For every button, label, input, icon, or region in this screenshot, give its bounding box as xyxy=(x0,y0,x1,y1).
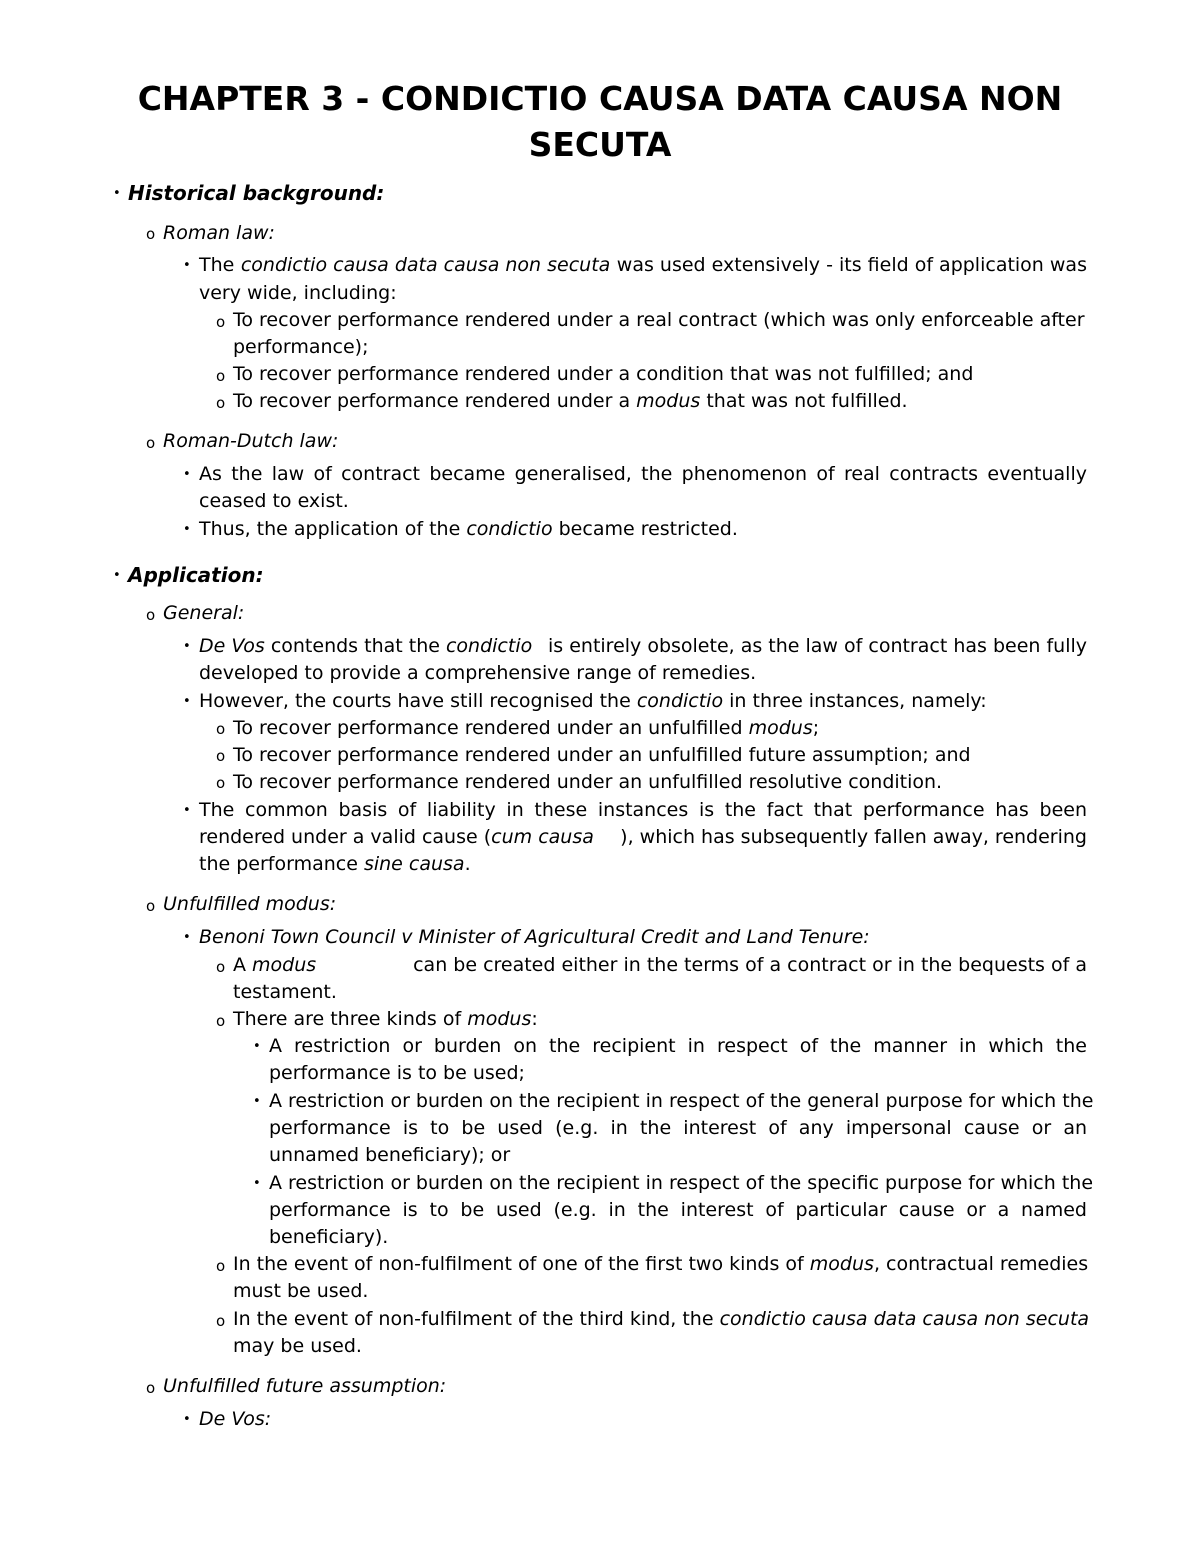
chapter-title-line-2: SECUTA xyxy=(528,125,672,164)
paragraph-line: De Vos contends that the condictio is entirely obsolete, as the law of contract has been fully xyxy=(199,635,1087,657)
author-de-vos: De Vos: xyxy=(199,1408,272,1430)
paragraph-line: The condictio causa data causa non secuta was used extensively - its field of application was xyxy=(199,254,1087,276)
paragraph-line: testament. xyxy=(233,981,337,1003)
bullet-circle: o xyxy=(146,606,156,624)
paragraph-line: To recover performance rendered under an unfulfilled modus; xyxy=(233,717,820,739)
subheading-general: General: xyxy=(163,602,245,624)
bullet-dot: • xyxy=(183,694,191,709)
subheading-roman-law: Roman law: xyxy=(163,222,275,244)
paragraph-line: To recover performance rendered under a condition that was not fulfilled; and xyxy=(233,363,974,385)
case-citation: Benoni Town Council v Minister of Agricultural Credit and Land Tenure: xyxy=(199,926,870,948)
bullet-dot: • xyxy=(183,803,191,818)
bullet-dot: • xyxy=(113,568,121,583)
paragraph-line: A restriction or burden on the recipient in respect of the specific purpose for which the xyxy=(269,1172,1094,1194)
bullet-circle: o xyxy=(146,1379,156,1397)
section-heading-historical: Historical background: xyxy=(128,181,385,205)
bullet-circle: o xyxy=(146,434,156,452)
subheading-roman-dutch-law: Roman-Dutch law: xyxy=(163,430,339,452)
paragraph-line: A restriction or burden on the recipient in respect of the general purpose for which the xyxy=(269,1090,1094,1112)
bullet-dot: • xyxy=(183,1412,191,1427)
paragraph-line: To recover performance rendered under a real contract (which was only enforceable after xyxy=(233,309,1085,331)
bullet-circle: o xyxy=(146,225,156,243)
paragraph-line: To recover performance rendered under an unfulfilled future assumption; and xyxy=(233,744,971,766)
paragraph-line: must be used. xyxy=(233,1280,369,1302)
paragraph-line: performance is to be used (e.g. in the interest of particular cause or a named xyxy=(269,1199,1087,1221)
bullet-dot: • xyxy=(113,186,121,201)
paragraph-line: very wide, including: xyxy=(199,282,397,304)
paragraph-line: developed to provide a comprehensive range of remedies. xyxy=(199,662,757,684)
chapter-title-line-1: CHAPTER 3 - CONDICTIO CAUSA DATA CAUSA NON xyxy=(137,79,1063,118)
paragraph-line: performance is to be used; xyxy=(269,1062,525,1084)
bullet-circle: o xyxy=(216,720,226,738)
paragraph-line: beneficiary). xyxy=(269,1226,389,1248)
paragraph-line: A modus can be created either in the terms of a contract or in the bequests of a xyxy=(233,954,1087,976)
paragraph-line: performance); xyxy=(233,336,369,358)
paragraph-line: rendered under a valid cause (cum causa ), which has subsequently fallen away, rendering xyxy=(199,826,1087,848)
bullet-circle: o xyxy=(216,958,226,976)
paragraph-line: In the event of non-fulfilment of one of the first two kinds of modus , contractual remedies xyxy=(233,1253,1089,1275)
subheading-unfulfilled-modus: Unfulfilled modus: xyxy=(163,893,337,915)
paragraph-line: Thus, the application of the condictio became restricted. xyxy=(199,518,738,540)
bullet-circle: o xyxy=(216,394,226,412)
bullet-dot: • xyxy=(183,258,191,273)
paragraph-line: unnamed beneficiary); or xyxy=(269,1144,511,1166)
bullet-dot: • xyxy=(253,1039,261,1054)
paragraph-line: the performance sine causa. xyxy=(199,853,471,875)
paragraph-line: To recover performance rendered under an unfulfilled resolutive condition. xyxy=(233,771,943,793)
paragraph-line: ceased to exist. xyxy=(199,490,349,512)
paragraph-line: may be used. xyxy=(233,1335,362,1357)
paragraph-line: In the event of non-fulfilment of the third kind, the condictio causa data causa non secuta xyxy=(233,1308,1090,1330)
bullet-circle: o xyxy=(216,1012,226,1030)
paragraph-line: However, the courts have still recognised the condictio in three instances, namely: xyxy=(199,690,987,712)
paragraph-line: As the law of contract became generalised, the phenomenon of real contracts eventually xyxy=(199,463,1087,485)
bullet-dot: • xyxy=(253,1176,261,1191)
paragraph-line: To recover performance rendered under a modus that was not fulfilled. xyxy=(233,390,908,412)
bullet-dot: • xyxy=(183,639,191,654)
paragraph-line: A restriction or burden on the recipient in respect of the manner in which the xyxy=(269,1035,1087,1057)
bullet-circle: o xyxy=(216,774,226,792)
paragraph-line: There are three kinds of modus: xyxy=(233,1008,538,1030)
paragraph-line: performance is to be used (e.g. in the interest of any impersonal cause or an xyxy=(269,1117,1087,1139)
bullet-circle: o xyxy=(216,1257,226,1275)
bullet-circle: o xyxy=(216,747,226,765)
bullet-circle: o xyxy=(216,367,226,385)
bullet-dot: • xyxy=(183,930,191,945)
bullet-dot: • xyxy=(253,1094,261,1109)
bullet-circle: o xyxy=(216,313,226,331)
paragraph-line: The common basis of liability in these instances is the fact that performance has been xyxy=(199,799,1087,821)
bullet-circle: o xyxy=(146,897,156,915)
bullet-circle: o xyxy=(216,1312,226,1330)
bullet-dot: • xyxy=(183,522,191,537)
bullet-dot: • xyxy=(183,467,191,482)
subheading-unfulfilled-future-assumption: Unfulfilled future assumption: xyxy=(163,1375,447,1397)
section-heading-application: Application: xyxy=(128,563,264,587)
